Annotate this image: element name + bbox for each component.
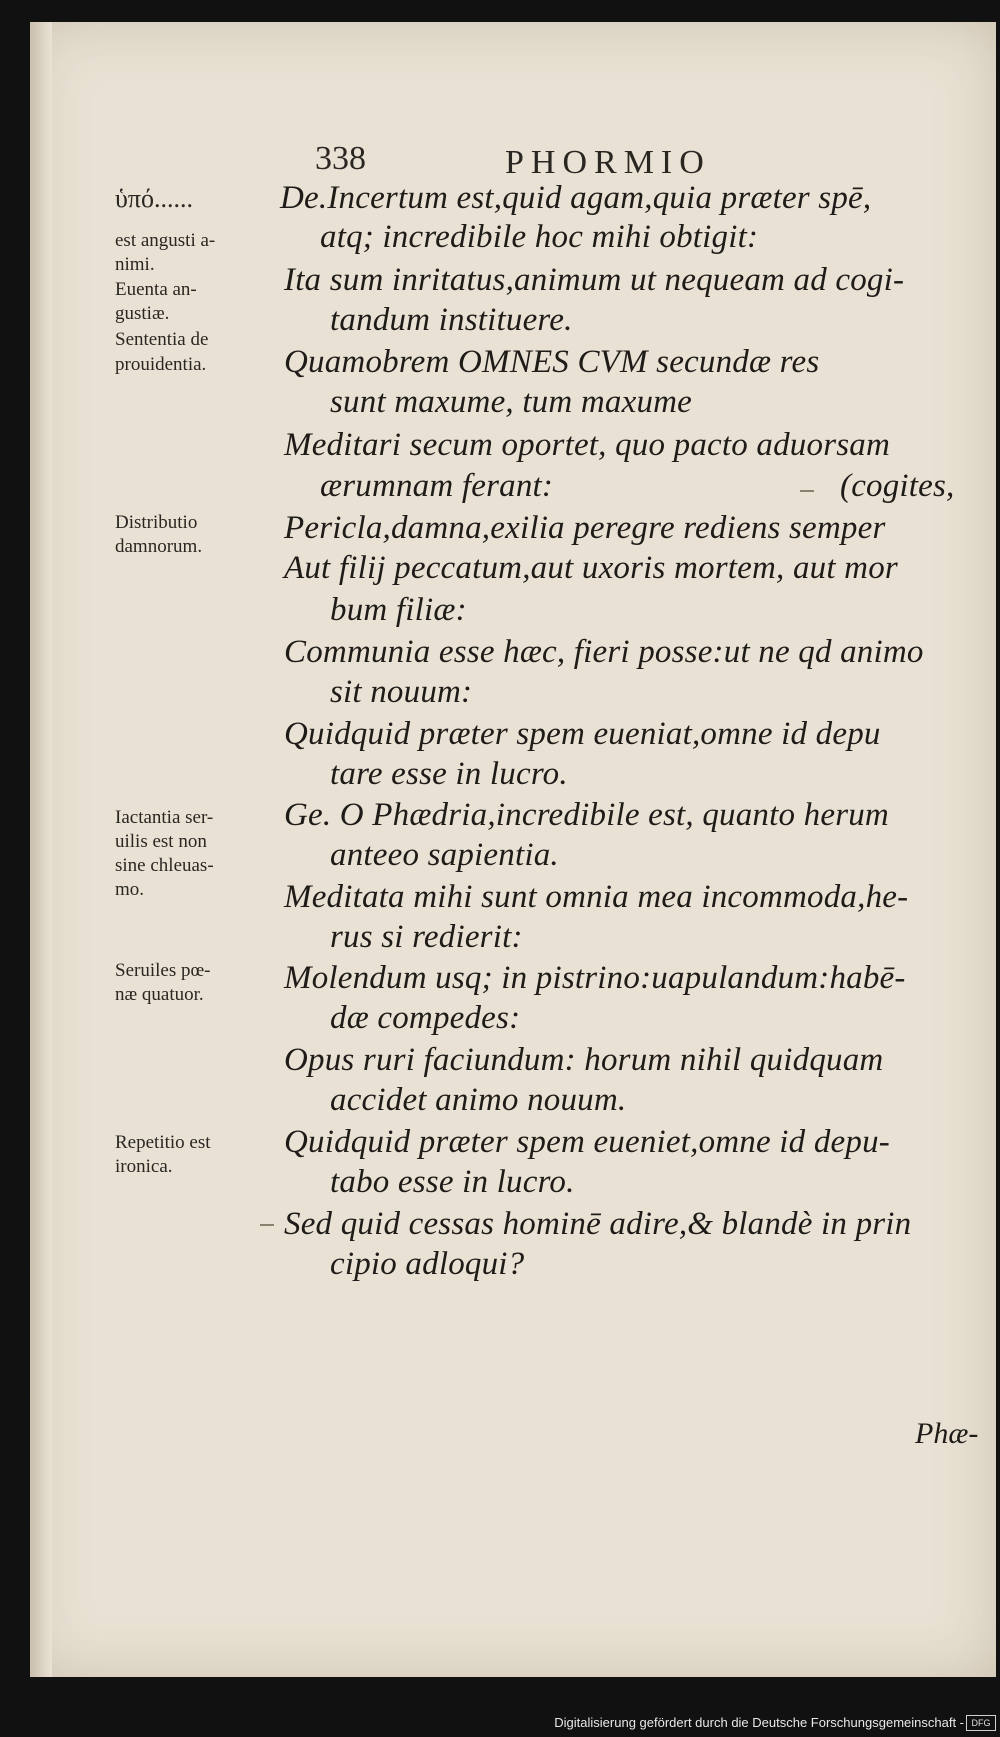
text-line: tabo esse in lucro. — [330, 1164, 575, 1200]
catchword: Phæ- — [915, 1417, 979, 1450]
dfg-logo: DFG — [966, 1715, 996, 1731]
text-line: Sed quid cessas hominē adire,& blandè in prin — [284, 1206, 912, 1242]
text-line: tandum instituere. — [330, 302, 573, 338]
margin-note: gustiæ. — [115, 303, 170, 324]
text-line: Opus ruri faciundum: horum nihil quidquam — [284, 1042, 884, 1078]
text-line: (cogites, — [840, 468, 955, 504]
ink-dash — [260, 1224, 274, 1226]
ink-dash — [800, 490, 814, 492]
text-line: anteeo sapientia. — [330, 837, 559, 873]
margin-note: Sententia de — [115, 329, 209, 350]
text-line: Ge. O Phædria,incredibile est, quanto herum — [284, 797, 889, 833]
margin-note: prouidentia. — [115, 354, 207, 375]
text-line: dæ compedes: — [330, 1000, 521, 1036]
text-line: bum filiæ: — [330, 592, 467, 628]
margin-note: Distributio — [115, 512, 198, 533]
margin-note: nimi. — [115, 254, 155, 275]
text-line: rus si redierit: — [330, 919, 523, 955]
margin-note: uilis est non — [115, 831, 207, 852]
text-line: Quamobrem OMNES CVM secundæ res — [284, 344, 820, 380]
margin-note: Euenta an- — [115, 279, 197, 300]
margin-note: Iactantia ser- — [115, 807, 214, 828]
page-number: 338 — [315, 140, 366, 177]
margin-note: sine chleuas- — [115, 855, 214, 876]
text-line: Meditata mihi sunt omnia mea incommoda,he- — [284, 879, 909, 915]
text-line: Pericla,damna,exilia peregre rediens semper — [284, 510, 886, 546]
text-line: Molendum usq; in pistrino:uapulandum:habē- — [284, 960, 906, 996]
text-line: Communia esse hæc, fieri posse:ut ne qd animo — [284, 634, 924, 670]
margin-note: ironica. — [115, 1156, 173, 1177]
footer-credit: Digitalisierung gefördert durch die Deutsche Forschungsgemeinschaft - — [554, 1715, 964, 1730]
text-line: Meditari secum oportet, quo pacto aduorsam — [284, 427, 891, 463]
margin-note: næ quatuor. — [115, 984, 204, 1005]
margin-note: Repetitio est — [115, 1132, 211, 1153]
text-line: cipio adloqui? — [330, 1246, 525, 1282]
margin-note: Seruiles pœ- — [115, 960, 211, 981]
text-line: ærumnam ferant: — [320, 468, 554, 504]
book-page — [30, 22, 996, 1677]
text-line: Aut filij peccatum,aut uxoris mortem, aut mor — [284, 550, 898, 586]
page-gutter — [30, 22, 52, 1677]
margin-note: mo. — [115, 879, 145, 900]
running-head: PHORMIO — [505, 144, 711, 181]
text-line: atq; incredibile hoc mihi obtigit: — [320, 219, 759, 255]
text-line: Ita sum inritatus,animum ut nequeam ad cogi- — [284, 262, 905, 298]
margin-note: damnorum. — [115, 536, 203, 557]
margin-note: ὑπό...... — [115, 184, 193, 213]
margin-note: est angusti a- — [115, 230, 216, 251]
text-line: tare esse in lucro. — [330, 756, 568, 792]
text-line: accidet animo nouum. — [330, 1082, 627, 1118]
text-line: sunt maxume, tum maxume — [330, 384, 693, 420]
text-line: sit nouum: — [330, 674, 473, 710]
text-line: Quidquid præter spem eueniat,omne id depu — [284, 716, 881, 752]
digitization-footer — [0, 1715, 1000, 1733]
text-line: De.Incertum est,quid agam,quia præter spē, — [280, 180, 872, 216]
text-line: Quidquid præter spem eueniet,omne id depu- — [284, 1124, 890, 1160]
